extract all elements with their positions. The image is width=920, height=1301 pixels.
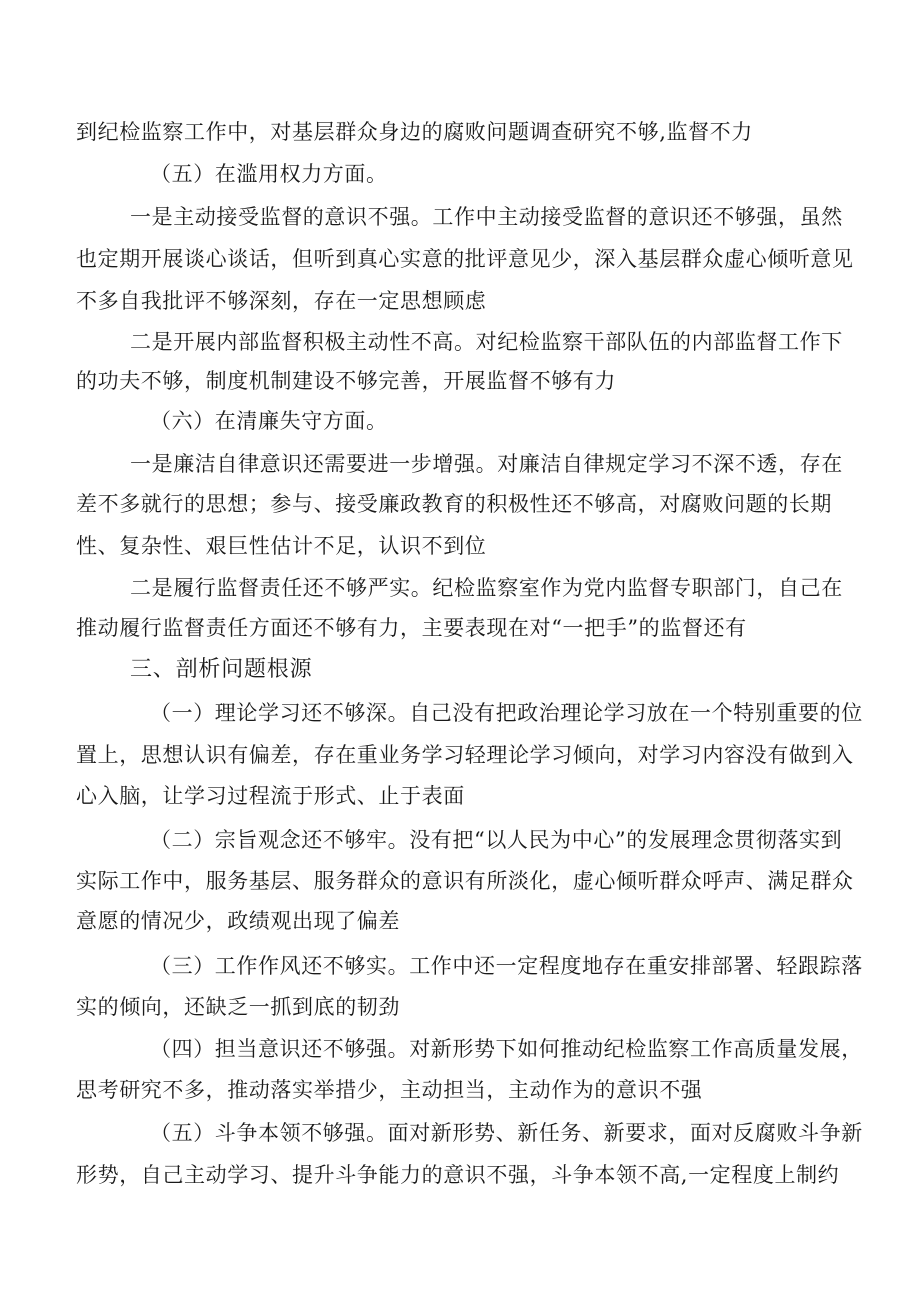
text-line: 差不多就行的思想；参与、接受廉政教育的积极性还不够高，对腐败问题的长期 [76,492,832,516]
text-line: 推动履行监督责任方面还不够有力，主要表现在对“一把手”的监督还有 [76,616,747,640]
text-line: （三）工作作风还不够实。工作中还一定程度地存在重安排部署、轻跟踪落 [150,954,863,978]
text-line: 实际工作中，服务基层、服务群众的意识有所淡化，虚心倾听群众呼声、满足群众 [76,869,854,893]
text-line: 心入脑，让学习过程流于形式、止于表面 [76,784,465,808]
text-line: 思考研究不多，推动落实举措少，主动担当，主动作为的意识不强 [76,1078,703,1102]
text-line: （六）在清廉失守方面。 [150,409,388,433]
text-line: 一是主动接受监督的意识不强。工作中主动接受监督的意识还不够强，虽然 [130,205,843,229]
text-line: （五）在滥用权力方面。 [150,162,388,186]
text-line: （四）担当意识还不够强。对新形势下如何推动纪检监察工作高质量发展， [150,1037,863,1061]
text-line: 不多自我批评不够深刻，存在一定思想顾虑 [76,289,487,313]
text-line: 实的倾向，还缺乏一抓到底的韧劲 [76,995,400,1019]
text-line: 二是开展内部监督积极主动性不高。对纪检监察干部队伍的内部监督工作下 [130,330,843,354]
text-line: （一）理论学习还不够深。自己没有把政治理论学习放在一个特别重要的位 [150,701,863,725]
text-line: 性、复杂性、艰巨性估计不足，认识不到位 [76,534,487,558]
text-line: 意愿的情况少，政绩观出现了偏差 [76,909,400,933]
text-line: 也定期开展谈心谈话，但听到真心实意的批评意见少，深入基层群众虚心倾听意见 [76,247,854,271]
text-line: 置上，思想认识有偏差，存在重业务学习轻理论学习倾向，对学习内容没有做到入 [76,743,854,767]
text-line: 形势，自己主动学习、提升斗争能力的意识不强，斗争本领不高,一定程度上制约 [76,1163,840,1187]
text-line: （五）斗争本领不够强。面对新形势、新任务、新要求，面对反腐败斗争新 [150,1121,863,1145]
text-line: 一是廉洁自律意识还需要进一步增强。对廉洁自律规定学习不深不透，存在 [130,452,843,476]
text-line: 二是履行监督责任还不够严实。纪检监察室作为党内监督专职部门，自己在 [130,576,843,600]
section-heading: 三、剖析问题根源 [130,657,313,682]
text-line: 到纪检监察工作中，对基层群众身边的腐败问题调查研究不够,监督不力 [76,120,753,144]
text-line: 的功夫不够，制度机制建设不够完善，开展监督不够有力 [76,369,616,393]
text-line: （二）宗旨观念还不够牢。没有把“以人民为中心”的发展理念贯彻落实到 [150,828,843,852]
